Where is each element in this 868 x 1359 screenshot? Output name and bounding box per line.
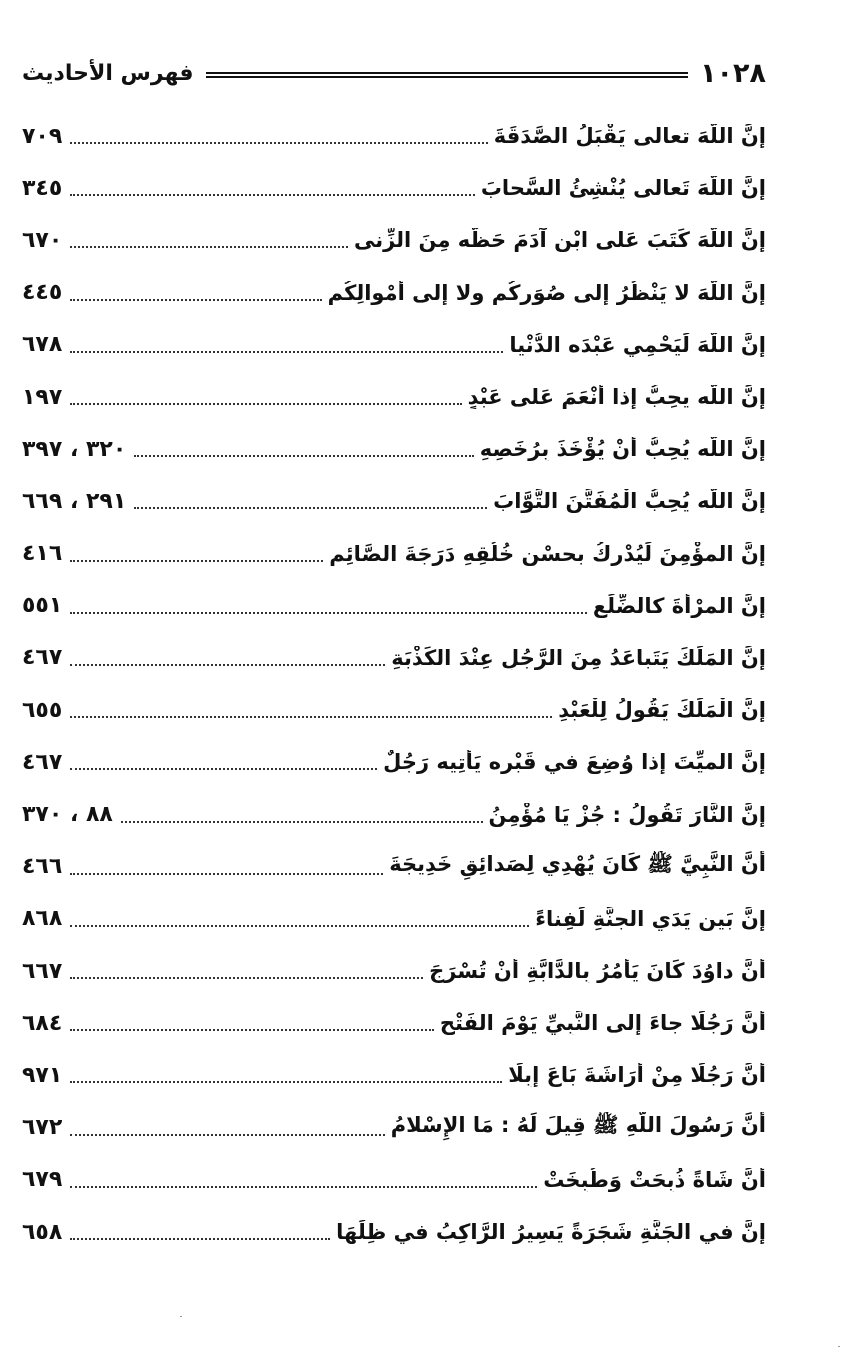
index-entry: [22, 1154, 766, 1206]
index-entry: [22, 945, 766, 997]
index-entry: [22, 110, 766, 162]
index-entry: [22, 1049, 766, 1101]
page-number: ١٠٢٨: [700, 57, 766, 89]
hadith-text: إِنَّ اللَّهَ تعالى يَقْبَلُ الصَّدَقَةَ: [493, 124, 766, 149]
hadith-text: إِنَّ الميِّتَ إِذا وُضِعَ في قَبْرِه يَأْتِيه رَجُلٌ: [383, 750, 766, 775]
page-reference: ٨٦٨: [22, 906, 63, 932]
page-reference: ٢٩١ ، ٦٦٩: [22, 488, 127, 514]
page-reference: ٤٤٥: [22, 280, 63, 306]
index-entry: [22, 162, 766, 214]
index-entry: [22, 736, 766, 788]
dot-leader: [70, 768, 377, 770]
dot-leader: [70, 560, 323, 562]
index-entry: [22, 1102, 766, 1154]
dot-leader: [134, 455, 473, 457]
page-reference: ٤٦٧: [22, 645, 63, 671]
hadith-text: إِنَّ بَين يَدَي الجنَّةِ لَفِناءً: [535, 906, 766, 931]
page-reference: ٧٠٩: [22, 123, 63, 149]
index-entry: [22, 267, 766, 319]
dot-leader: [70, 1029, 434, 1031]
index-entry: [22, 893, 766, 945]
hadith-text: إِنَّ اللَّهَ لا يَنْظُرُ إِلى صُوَرِكُم ولا إِلى أَمْوالِكُم: [327, 280, 766, 305]
dot-leader: [70, 1186, 537, 1188]
dot-leader: [70, 1238, 330, 1240]
dot-leader: [70, 925, 529, 927]
hadith-text: إِنَّ اللَّه يُحِبُّ الْمُفَتَّنَ التَّوَّابَ: [493, 489, 766, 514]
dot-leader: [70, 194, 475, 196]
index-entry: [22, 632, 766, 684]
hadith-text: إِنَّ اللَّه يحِبُّ إِذا أَنْعَمَ عَلى عَبْدٍ: [467, 385, 766, 410]
page-reference: ٥٥١: [22, 593, 63, 619]
dot-leader: [70, 299, 321, 301]
index-entry: [22, 684, 766, 736]
page-reference: ٤٦٧: [22, 749, 63, 775]
hadith-text: إِنَّ في الجَنَّةِ شَجَرَةً يَسِيرُ الرَّاكِبُ في ظِلِّهَا: [336, 1220, 766, 1245]
page-reference: ٦٧٨: [22, 332, 63, 358]
hadith-text: أَنَّ داوُدَ كَانَ يَأْمُرُ بِالدَّابَّةِ أَنْ تُسْرَجَ: [429, 959, 766, 984]
index-entry: [22, 475, 766, 527]
dot-leader: [70, 977, 423, 979]
page-reference: ٣٢٠ ، ٣٩٧: [22, 436, 127, 462]
page-reference: ٦٨٤: [22, 1010, 63, 1036]
page-header: [22, 52, 766, 94]
scan-speck: [180, 1316, 182, 1317]
hadith-text: إِنَّ اللَّهَ لَيَحْمِي عَبْدَه الدُّنْيا: [509, 332, 766, 357]
index-entry: [22, 997, 766, 1049]
index-entry: [22, 788, 766, 840]
hadith-text: إِنَّ الْمَلَكَ يَقُولُ لِلْعَبْدِ: [558, 698, 766, 723]
dot-leader: [70, 664, 385, 666]
hadith-text: إِنَّ اللَّهَ كَتَبَ عَلى ابْنِ آدَمَ حَظَّه مِنَ الزِّنى: [353, 228, 766, 253]
dot-leader: [121, 821, 483, 823]
page-reference: ٦٧٠: [22, 227, 63, 253]
page-reference: ٦٧٩: [22, 1167, 63, 1193]
page-reference: ٨٨ ، ٣٧٠: [22, 802, 113, 828]
header-double-rule: [206, 72, 689, 78]
dot-leader: [70, 612, 587, 614]
dot-leader: [70, 351, 503, 353]
dot-leader: [70, 1134, 384, 1136]
hadith-text: أَنَّ شَاةً ذُبِحَتْ وَطُبِخَتْ: [543, 1167, 766, 1192]
hadith-text: إِنَّ النَّارَ تَقُولُ : جُزْ يَا مُؤْمِنُ: [488, 802, 766, 827]
hadith-text: إِنَّ المؤْمِنَ لَيُدْرِكُ بحسْنِ خُلُقِهِ دَرَجَةَ الصَّائِمِ: [329, 541, 766, 566]
hadith-text: أَنَّ النَّبِيَّ ﷺ كَانَ يُهْدِي لِصَدائِقِ خَدِيجَةَ: [389, 852, 766, 877]
page-reference: ٦٥٨: [22, 1219, 63, 1245]
dot-leader: [70, 716, 552, 718]
hadith-text: أَنَّ رَجُلًا جاءَ إِلى النَّبِيِّ يَوْمَ الفَتْحِ: [439, 1011, 766, 1036]
dot-leader: [70, 1081, 502, 1083]
dot-leader: [70, 403, 461, 405]
hadith-index-list: [22, 110, 766, 1258]
index-entry: [22, 423, 766, 475]
index-entry: [22, 580, 766, 632]
index-entry: [22, 1206, 766, 1258]
index-entry: [22, 371, 766, 423]
page-reference: ١٩٧: [22, 384, 63, 410]
dot-leader: [70, 142, 487, 144]
hadith-text: إِنَّ اللَّه يُحِبُّ أَنْ يُؤْخَذَ بِرُخَصِهِ: [479, 437, 766, 462]
page-reference: ٦٥٥: [22, 697, 63, 723]
hadith-text: إِنَّ المرْأَةَ كالضِّلَعِ: [592, 593, 766, 618]
index-entry: [22, 319, 766, 371]
hadith-text: إِنَّ اللَّهَ تَعالى يُنْشِئُ السَّحابَ: [480, 176, 766, 201]
index-entry: [22, 841, 766, 893]
page-reference: ٤٦٦: [22, 854, 63, 880]
index-entry: [22, 214, 766, 266]
page-reference: ٦٦٧: [22, 958, 63, 984]
scan-speck: [838, 1346, 840, 1347]
dot-leader: [70, 873, 383, 875]
hadith-text: أَنَّ رَجُلًا مِنْ أَرَاشَةَ بَاعَ إِبِلًا: [508, 1063, 766, 1088]
index-entry: [22, 528, 766, 580]
page-reference: ٣٤٥: [22, 175, 63, 201]
dot-leader: [70, 246, 348, 248]
hadith-text: أَنَّ رَسُولَ اللَّهِ ﷺ قِيلَ لَهُ : مَا الإِسْلامُ: [390, 1113, 766, 1138]
dot-leader: [134, 507, 487, 509]
page-reference: ٤١٦: [22, 541, 63, 567]
page-reference: ٦٧٢: [22, 1115, 63, 1141]
hadith-text: إِنَّ المَلَكَ يَتَباعَدُ مِنَ الرَّجُلِ عِنْدَ الكَذْبَةِ: [391, 645, 766, 670]
page-reference: ٩٧١: [22, 1062, 63, 1088]
running-title: فهرس الأحاديث: [22, 60, 194, 86]
